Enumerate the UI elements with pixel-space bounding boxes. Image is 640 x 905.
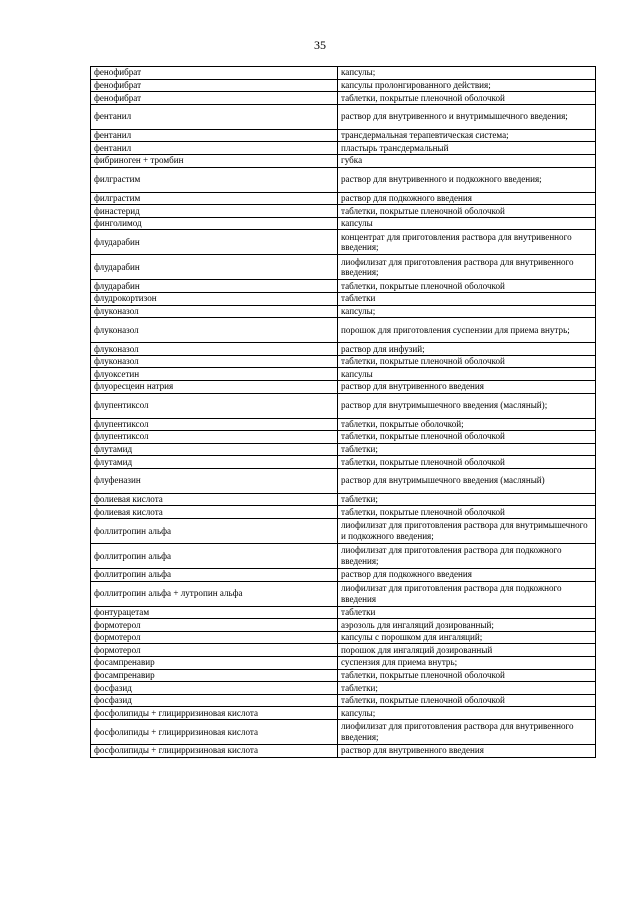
table-row [91,154,596,167]
drug-name-cell: фосампренавир [91,669,338,682]
drug-name-cell: флупентиксол [91,393,338,418]
table-row [91,67,596,80]
dosage-form-cell: капсулы; [338,305,596,318]
drug-name-cell: фосампренавир [91,657,338,670]
dosage-form-cell: таблетки, покрытые пленочной оболочкой [338,506,596,519]
dosage-form-cell: раствор для внутривенного и подкожного введения; [338,167,596,192]
dosage-form-cell: таблетки, покрытые пленочной оболочкой [338,280,596,293]
table-row [91,230,596,255]
dosage-form-cell: концентрат для приготовления раствора для внутривенного введения; [338,230,596,255]
dosage-form-cell: таблетки [338,606,596,619]
drug-name-cell: флуконазол [91,318,338,343]
drug-name-cell: фентанил [91,104,338,129]
drug-name-cell: фосфолипиды + глицирризиновая кислота [91,707,338,720]
drug-name-cell: финголимод [91,217,338,230]
table-row [91,393,596,418]
dosage-form-cell: капсулы пролонгированного действия; [338,79,596,92]
table-row [91,418,596,431]
table-row [91,519,596,544]
dosage-form-cell: раствор для инфузий; [338,343,596,356]
dosage-form-cell: капсулы; [338,707,596,720]
table-row [91,745,596,758]
table-row [91,380,596,393]
drug-name-cell: фонтурацетам [91,606,338,619]
dosage-form-cell: капсулы; [338,67,596,80]
table-row [91,581,596,606]
drug-name-cell: флударабин [91,230,338,255]
dosage-form-cell: таблетки [338,292,596,305]
dosage-form-cell: раствор для подкожного введения [338,569,596,582]
table-row [91,619,596,632]
dosage-form-cell: аэрозоль для ингаляций дозированный; [338,619,596,632]
table-row [91,606,596,619]
table-row [91,468,596,493]
drug-name-cell: флуфеназин [91,468,338,493]
drug-name-cell: флуоксетин [91,368,338,381]
drug-name-cell: флуоресцеин натрия [91,380,338,393]
drug-name-cell: флупентиксол [91,418,338,431]
dosage-form-cell: пластырь трансдермальный [338,142,596,155]
table-row [91,682,596,695]
drug-name-cell: фоллитропин альфа + лутропин альфа [91,581,338,606]
dosage-form-cell: губка [338,154,596,167]
drug-name-cell: фосфазид [91,682,338,695]
drug-name-cell: фосфазид [91,694,338,707]
drug-name-cell: фоллитропин альфа [91,519,338,544]
drug-name-cell: флударабин [91,280,338,293]
dosage-form-cell: таблетки; [338,493,596,506]
dosage-form-cell: порошок для приготовления суспензии для приема внутрь; [338,318,596,343]
drug-name-cell: фибриноген + тромбин [91,154,338,167]
table-row [91,280,596,293]
table-row [91,318,596,343]
table-row [91,569,596,582]
dosage-form-cell: суспензия для приема внутрь; [338,657,596,670]
drug-name-cell: фоллитропин альфа [91,544,338,569]
drug-name-cell: флуконазол [91,305,338,318]
table-row [91,657,596,670]
dosage-form-cell: лиофилизат для приготовления раствора для внутривенного введения; [338,255,596,280]
dosage-form-cell: таблетки, покрытые пленочной оболочкой [338,205,596,218]
drug-name-cell: фентанил [91,129,338,142]
table-row [91,205,596,218]
table-row [91,255,596,280]
drug-name-cell: флупентиксол [91,431,338,444]
table-row [91,631,596,644]
dosage-form-cell: раствор для внутримышечного введения (масляный); [338,393,596,418]
dosage-form-cell: таблетки, покрытые пленочной оболочкой [338,431,596,444]
dosage-form-cell: таблетки, покрытые пленочной оболочкой [338,92,596,105]
table-row [91,720,596,745]
drug-table [90,66,596,758]
dosage-form-cell: раствор для внутривенного введения [338,745,596,758]
drug-name-cell: фоллитропин альфа [91,569,338,582]
table-row [91,142,596,155]
dosage-form-cell: порошок для ингаляций дозированный [338,644,596,657]
dosage-form-cell: таблетки; [338,443,596,456]
drug-name-cell: флуконазол [91,355,338,368]
dosage-form-cell: раствор для внутримышечного введения (масляный) [338,468,596,493]
dosage-form-cell: раствор для внутривенного и внутримышечного введения; [338,104,596,129]
dosage-form-cell: таблетки, покрытые пленочной оболочкой [338,355,596,368]
table-row [91,456,596,469]
table-row [91,192,596,205]
table-row [91,355,596,368]
dosage-form-cell: таблетки, покрытые пленочной оболочкой [338,694,596,707]
drug-table-body [91,67,596,758]
drug-name-cell: фенофибрат [91,67,338,80]
drug-name-cell: фенофибрат [91,79,338,92]
drug-name-cell: фосфолипиды + глицирризиновая кислота [91,720,338,745]
dosage-form-cell: таблетки; [338,682,596,695]
table-row [91,104,596,129]
drug-name-cell: финастерид [91,205,338,218]
drug-name-cell: филграстим [91,167,338,192]
drug-name-cell: флутамид [91,456,338,469]
drug-name-cell: фосфолипиды + глицирризиновая кислота [91,745,338,758]
drug-name-cell: флуконазол [91,343,338,356]
dosage-form-cell: лиофилизат для приготовления раствора для внутримышечного и подкожного введения; [338,519,596,544]
drug-name-cell: флударабин [91,255,338,280]
dosage-form-cell: таблетки, покрытые пленочной оболочкой [338,456,596,469]
drug-name-cell: формотерол [91,619,338,632]
table-row [91,707,596,720]
dosage-form-cell: таблетки, покрытые пленочной оболочкой [338,669,596,682]
page-number: 35 [314,38,326,52]
table-row [91,368,596,381]
table-row [91,129,596,142]
table-row [91,305,596,318]
drug-name-cell: филграстим [91,192,338,205]
dosage-form-cell: лиофилизат для приготовления раствора для внутривенного введения; [338,720,596,745]
dosage-form-cell: лиофилизат для приготовления раствора для подкожного введения [338,581,596,606]
dosage-form-cell: капсулы с порошком для ингаляций; [338,631,596,644]
drug-name-cell: фентанил [91,142,338,155]
drug-name-cell: формотерол [91,631,338,644]
drug-name-cell: фолиевая кислота [91,493,338,506]
table-row [91,694,596,707]
drug-name-cell: флутамид [91,443,338,456]
table-row [91,443,596,456]
table-row [91,167,596,192]
dosage-form-cell: трансдермальная терапевтическая система; [338,129,596,142]
dosage-form-cell: капсулы [338,368,596,381]
table-row [91,493,596,506]
table-row [91,669,596,682]
table-row [91,544,596,569]
drug-name-cell: фенофибрат [91,92,338,105]
dosage-form-cell: капсулы [338,217,596,230]
table-row [91,431,596,444]
table-row [91,644,596,657]
table-row [91,343,596,356]
dosage-form-cell: раствор для внутривенного введения [338,380,596,393]
dosage-form-cell: таблетки, покрытые оболочкой; [338,418,596,431]
table-row [91,79,596,92]
table-row [91,292,596,305]
table-row [91,506,596,519]
drug-name-cell: флудрокортизон [91,292,338,305]
table-row [91,92,596,105]
drug-name-cell: формотерол [91,644,338,657]
table-row [91,217,596,230]
dosage-form-cell: раствор для подкожного введения [338,192,596,205]
dosage-form-cell: лиофилизат для приготовления раствора для подкожного введения; [338,544,596,569]
drug-name-cell: фолиевая кислота [91,506,338,519]
